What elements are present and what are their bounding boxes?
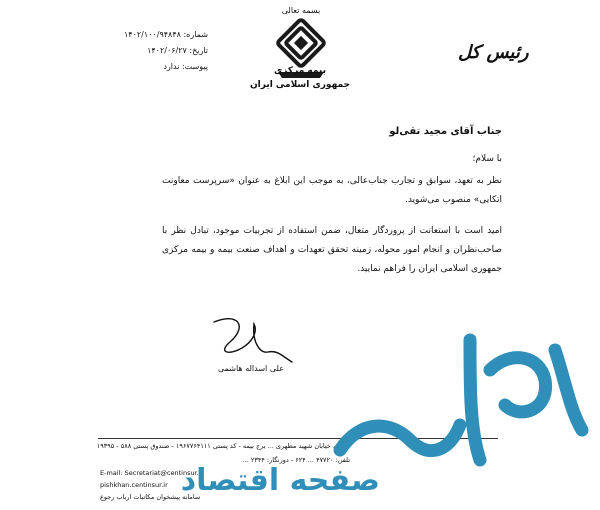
letter-date: [147, 46, 208, 55]
footer-web: pishkhan.centinsur.ir: [100, 481, 168, 489]
paragraph-appointment: نظر به تعهد، سوابق و تجارب جناب‌عالی، به موجب این ابلاغ به عنوان «سرپرست معاونت اتکایی» منصوب می‌شوید.: [162, 176, 502, 205]
letter-number: [124, 30, 208, 39]
bismillah: بسمه تعالی: [281, 6, 321, 15]
org-name-line2: جمهوری اسلامی ایران: [249, 80, 351, 90]
attachment-value: ندارد: [163, 62, 180, 71]
footer-divider: [98, 438, 498, 439]
paragraph-wishes: امید است با استعانت از پروردگار متعال، ضمن استفاده از تجربیات موجود، تبادل نظر با صاحب‌نظران و انجام امور محوله، زمینه تحقق تعهدات و اهداف صنعت بیمه و بیمه مرکزی جمهوری اسلامی ایران را فراهم نمایید.: [162, 226, 502, 274]
number-label: شماره:: [183, 30, 208, 39]
footer-email: E-mail: Secretariat@centinsur.ir: [100, 469, 204, 477]
number-value: ۱۴۰۲/۱۰۰/۹۴۸۴۸: [123, 30, 181, 39]
greeting: با سلام؛: [472, 154, 502, 164]
signatory-name: علی اسداله هاشمی: [218, 364, 284, 373]
org-name-line1: بیمه مرکزی: [274, 66, 326, 76]
footer-phones: تلفن: ۴۷۷۲۰ ... ۶۲۴ - دورنگار: ۲۳۴۴ ...: [242, 456, 350, 464]
date-value: ۱۴۰۲/۰۶/۲۷: [147, 46, 187, 55]
central-insurance-logo: [262, 20, 340, 106]
date-label: تاریخ:: [189, 46, 208, 55]
letter-attachment: [163, 62, 208, 71]
attachment-label: پیوست:: [181, 62, 208, 71]
addressee: جناب آقای مجید تقی‌لو: [389, 126, 502, 137]
footer-address: تهران، خیابان شهید مطهری ... برج بیمه - کد پستی ۱۹۶۷۷۶۴۱۱۱ - صندوق پستی ۵۸۸ - ۱۹۳۹۵: [96, 442, 350, 450]
office-title: رئیس کل: [458, 42, 529, 63]
watermark-text: صفحه اقتصاد: [180, 463, 380, 498]
footer-portal: سامانه پیشخوان مکاتبات ارباب رجوع: [100, 493, 201, 501]
signature-image: [208, 312, 298, 372]
